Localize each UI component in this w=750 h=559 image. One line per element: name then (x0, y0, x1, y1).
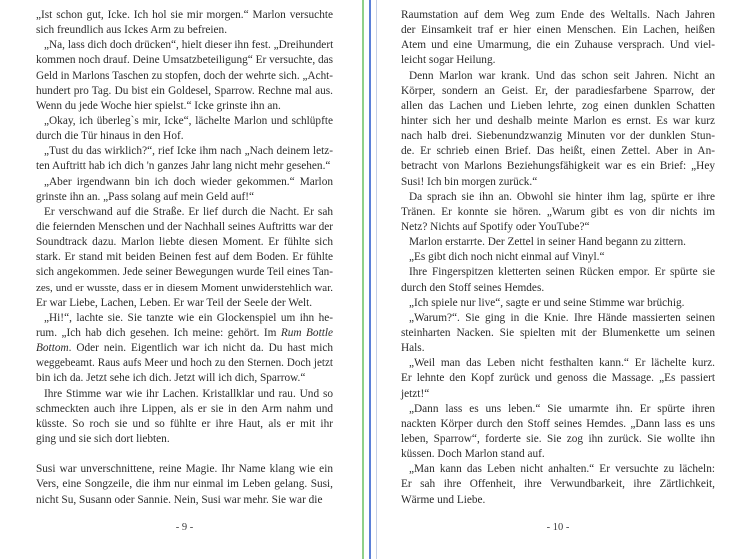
text-segment: Er sah ihre Offenheit, ihre Verwundbarkeit, ihre Zärtlichkeit, (401, 478, 715, 491)
text-line (36, 144, 333, 159)
paragraph (401, 311, 715, 356)
text-segment: küsste. So roch sie und so fühlte er ihre Haut, als er mit ihr (36, 417, 333, 430)
text-line (401, 462, 715, 477)
paragraph (401, 190, 715, 235)
text-segment: de. Er schrieb einen Brief. Das heißt, einen Zettel. Aber in An- (401, 145, 715, 158)
text-line (401, 326, 715, 341)
text-line (401, 99, 715, 114)
text-line (36, 159, 333, 174)
text-line (36, 341, 333, 356)
text-line (401, 175, 715, 190)
text-segment: Wenn du jede Woche hier spielst.“ Icke grinste ihn an. (36, 99, 281, 112)
text-segment: „Tust du das wirklich?“, rief Icke ihm nach „Nach deinem letz- (44, 145, 333, 158)
text-segment: zes, und er wusste, dass er in diesem Moment unwiderstehlich war. (36, 281, 333, 294)
text-segment: „Hi!“, lachte sie. Sie tanzte wie ein Glockenspiel um ihn he- (44, 311, 333, 324)
text-segment: der Einsamkeit traf er hier einen Menschen. Ein Lachen, heißen (401, 24, 715, 37)
text-segment: . Oder nein. Eigentlich war ich nicht da. Du hast mich (68, 342, 333, 355)
text-line (36, 84, 333, 99)
text-line (36, 250, 333, 265)
text-line (401, 432, 715, 447)
paragraph (36, 205, 333, 311)
paragraph (36, 144, 333, 174)
text-segment: „Na, lass dich doch drücken“, hielt dieser ihn fest. „Dreihundert (44, 39, 334, 52)
text-line (401, 69, 715, 84)
text-line (36, 311, 333, 326)
text-segment: leicht sogar Heilung. (401, 54, 496, 67)
right-page (377, 0, 750, 559)
paragraph (36, 38, 333, 114)
text-segment: bin ich da. Jetzt sehe ich dich. Jetzt will ich dich, Sparrow.“ (36, 372, 306, 385)
text-segment: Marlon erstarrte. Der Zettel in seiner Hand begann zu zittern. (409, 236, 686, 249)
text-line (36, 114, 333, 129)
text-segment: leben, Sparrow“, forderte sie. Sie zog ihn zurück. Sie wollte ihn (401, 432, 715, 445)
text-segment: Er war Liebe, Lachen, Leben. Er war Teil der Seele der Welt. (36, 296, 313, 309)
text-line (36, 205, 333, 220)
text-segment: „Dann lass es uns leben.“ Sie umarmte ihn. Er spürte ihren (409, 402, 715, 415)
text-line (36, 371, 333, 386)
text-line (36, 493, 333, 508)
text-line (401, 235, 715, 250)
text-line (36, 53, 333, 68)
text-segment: Er lehnte den Kopf zurück und genoss die Massage. „Es passiert (401, 372, 715, 385)
text-line (36, 129, 333, 144)
text-segment: nackten Körper durch den Stoff seines Hemdes. „Dann lass es uns (401, 417, 715, 430)
text-segment: steinharten Nacken. Sie spielten mit der Blumenkette um seinen (401, 326, 715, 339)
text-segment: Wärme und Liebe. (401, 493, 486, 506)
text-segment: sich freundlich aus Ickes Arm zu befreien. (36, 24, 228, 37)
paragraph (401, 8, 715, 69)
text-line (401, 190, 715, 205)
page-number-left: - 9 - (175, 522, 194, 533)
text-line (36, 281, 333, 296)
text-line (36, 265, 333, 280)
text-segment: allen das Lachen und Lieben lehrte, zog einen dunklen Schatten (401, 99, 715, 112)
text-line (401, 220, 715, 235)
text-segment: nicht Su, Susann oder Sannie. Nein, Susi war mehr. Sie war die (36, 493, 323, 506)
text-line (401, 493, 715, 508)
text-line (36, 69, 333, 84)
text-line (401, 341, 715, 356)
text-segment: Körper, sondern an Geist. Er, der paradiesfarbene Sparrow, der (401, 84, 715, 97)
paragraph (36, 387, 333, 448)
text-segment: Soundtrack dazu. Marlon liebte diesen Moment. Er fühlte sich (36, 236, 333, 249)
text-segment: kommen noch drauf. Deine Umsatzbeteiligung“ Er versuchte, das (36, 54, 334, 67)
text-line (401, 129, 715, 144)
text-line (401, 447, 715, 462)
text-segment: „Okay, ich überleg`s mir, Icke“, lächelte Marlon und schlüpfte (44, 114, 333, 127)
text-segment: Tränen. Er konnte sie hören. „Warum gibt es von dir nichts im (401, 205, 715, 218)
paragraph (36, 175, 333, 205)
paragraph (36, 311, 333, 387)
text-segment: durch den Stoff seines Hemdes. (401, 281, 545, 294)
text-line (401, 114, 715, 129)
text-section (401, 8, 715, 508)
text-line (401, 477, 715, 492)
text-segment: hundert pro Tag. Du bist ein Goldesel, Sparrow. Rechne mal aus. (36, 84, 333, 97)
text-segment: jetzt!“ (401, 387, 430, 400)
right-page-text (401, 8, 715, 508)
text-line (36, 235, 333, 250)
paragraph (401, 356, 715, 401)
text-segment: weggebeamt. Raus aufs Meer und hoch zu den Sternen. Doch jetzt (36, 357, 333, 370)
text-segment: grinste ihn an. „Pass solang auf mein Geld auf!“ (36, 190, 255, 203)
text-line (401, 281, 715, 296)
text-segment: Susi! Ich bin morgen zurück.“ (401, 175, 538, 188)
text-line (401, 356, 715, 371)
gutter-line-blue (369, 0, 371, 559)
text-segment: küssen. Doch Marlon stand auf. (401, 448, 545, 461)
paragraph (401, 296, 715, 311)
paragraph (401, 265, 715, 295)
text-line (401, 371, 715, 386)
text-segment: Raumstation auf dem Weg zum Ende des Weltalls. Nach Jahren (401, 9, 715, 21)
text-segment: „Ich spiele nur live“, sagte er und seine Stimme war brüchig. (409, 296, 685, 309)
text-line (36, 175, 333, 190)
paragraph (401, 402, 715, 463)
text-segment: ging und sie sich dort liebten. (36, 432, 170, 445)
text-segment: „Warum?“. Sie ging in die Knie. Ihre Hände massierten seinen (409, 311, 715, 324)
text-line (36, 402, 333, 417)
text-line (401, 8, 715, 23)
text-segment: Ihre Fingerspitzen kletterten seinen Rücken empor. Er spürte sie (409, 266, 715, 279)
text-segment: hinter sich her und deshalb meinte Marlon es ernst. Es war kurz (401, 114, 715, 127)
paragraph (36, 8, 333, 38)
text-line (36, 296, 333, 311)
page-number-right: - 10 - (546, 522, 570, 533)
text-line (401, 159, 715, 174)
text-segment: schmeckten auch ihre Lippen, als er sie in den Arm nahm und (36, 402, 333, 415)
text-segment: Atem und eine Umarmung, die ein Zuhause versprach. Und viel- (401, 39, 715, 52)
paragraph (401, 69, 715, 190)
text-segment: Er verschwand auf die Straße. Er lief durch die Nacht. Er sah (44, 205, 333, 218)
text-line (36, 356, 333, 371)
text-line (401, 84, 715, 99)
paragraph (401, 250, 715, 265)
paragraph (36, 462, 333, 507)
text-segment: betracht von Marlons Beziehungsfähigkeit war es ein Brief: „Hey (401, 160, 715, 173)
text-segment: Geld in Marlons Taschen zu stopfen, doch der wehrte sich. „Acht- (36, 69, 333, 82)
text-section (36, 462, 333, 507)
text-line (401, 144, 715, 159)
text-segment: „Aber irgendwann bin ich doch wieder gekommen.“ Marlon (44, 175, 333, 188)
text-segment: nach halb drei. Siebenundzwanzig Minuten vor der dunklen Stun- (401, 130, 715, 143)
text-segment: sich angekommen. Jede seiner Bewegungen wurde Teil eines Tan- (36, 266, 333, 279)
paragraph (401, 235, 715, 250)
text-line (401, 205, 715, 220)
section-break (36, 447, 333, 462)
text-segment: „Es gibt dich noch nicht einmal auf Vinyl.“ (409, 251, 605, 264)
text-line (401, 387, 715, 402)
text-segment: Ihre Stimme war wie ihr Lachen. Kristallklar und rau. Und so (44, 387, 333, 400)
text-line (36, 8, 333, 23)
paragraph (36, 114, 333, 144)
text-line (36, 23, 333, 38)
text-line (36, 417, 333, 432)
text-line (401, 23, 715, 38)
text-line (401, 265, 715, 280)
text-line (36, 432, 333, 447)
text-line (401, 53, 715, 68)
text-line (36, 387, 333, 402)
text-segment: „Weil man das Leben nicht festhalten kann.“ Er lächelte kurz. (409, 357, 715, 370)
text-section (36, 8, 333, 447)
text-line (36, 190, 333, 205)
text-segment: Netz? Nichts auf Spotify oder YouTube?“ (401, 220, 590, 233)
text-segment: „Ist schon gut, Icke. Ich hol sie mir morgen.“ Marlon versuchte (36, 9, 333, 21)
italic-text: Bottom (36, 342, 69, 355)
text-segment: ten Auftritt hab ich dich 'n ganzes Jahr lang nicht mehr gesehen.“ (36, 160, 331, 173)
italic-text: Rum Bottle (280, 326, 333, 339)
text-segment: rum. „Ich hab dich gesehen. Ich meine: gehört. Im (36, 326, 281, 339)
text-segment: Da sprach sie ihn an. Obwohl sie hinter ihm lag, spürte er ihre (409, 190, 715, 203)
paragraph (401, 462, 715, 507)
text-segment: Susi war unverschnittene, reine Magie. Ihr Name klang wie ein (36, 463, 333, 476)
text-segment: die feiernden Menschen und der Nachhall seines Auftritts war der (36, 220, 334, 233)
text-segment: „Man kann das Leben nicht anhalten.“ Er versuchte zu lächeln: (409, 463, 715, 476)
text-line (401, 296, 715, 311)
text-segment: Denn Marlon war krank. Und das schon seit Jahren. Nicht an (409, 69, 715, 82)
left-page-text (36, 8, 333, 508)
gutter-line-green (362, 0, 364, 559)
left-page (0, 0, 361, 559)
text-line (36, 220, 333, 235)
text-segment: stark. Er stand mit beiden Beinen fest auf dem Boden. Er fühlte (36, 251, 333, 264)
text-line (401, 417, 715, 432)
text-segment: Vers, eine Songzeile, die ihm nur einmal im Leben gelang. Susi, (36, 478, 333, 491)
text-segment: durch die Tür hinaus in den Hof. (36, 130, 184, 143)
text-line (36, 326, 333, 341)
text-line (401, 311, 715, 326)
text-line (401, 250, 715, 265)
text-line (36, 38, 333, 53)
text-line (36, 477, 333, 492)
text-line (401, 38, 715, 53)
text-line (36, 462, 333, 477)
text-segment: Hals. (401, 342, 425, 355)
text-line (401, 402, 715, 417)
text-line (36, 99, 333, 114)
